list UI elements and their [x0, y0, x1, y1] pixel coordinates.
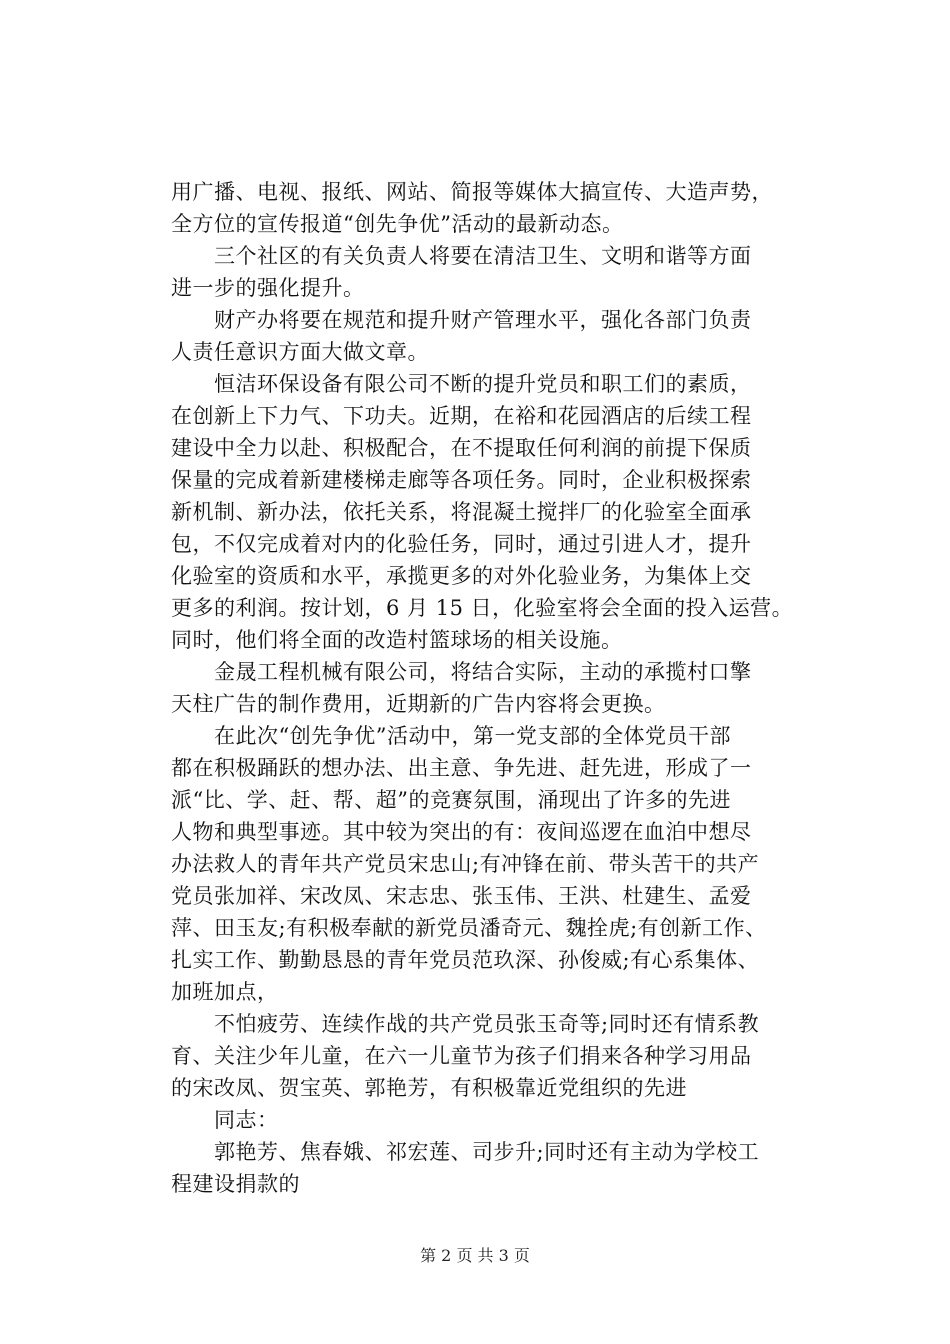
- text-line: 包，不仅完成着对内的化验任务，同时，通过引进人才，提升: [171, 532, 752, 556]
- text-line: 财产办将要在规范和提升财产管理水平，强化各部门负责: [171, 308, 752, 332]
- text-line: 人责任意识方面大做文章。: [171, 340, 429, 364]
- text-line: 在创新上下力气、下功夫。近期，在裕和花园酒店的后续工程: [171, 404, 752, 428]
- text-line: 化验室的资质和水平，承揽更多的对外化验业务，为集体上交: [171, 564, 752, 588]
- page-footer: 第 2 页 共 3 页: [420, 1246, 530, 1265]
- text-line: 同志：: [171, 1108, 279, 1132]
- text-line: 扎实工作、勤勤恳恳的青年党员范玖深、孙俊威;有心系集体、: [171, 948, 760, 972]
- text-line: 天柱广告的制作费用，近期新的广告内容将会更换。: [171, 692, 666, 716]
- text-line: 不怕疲劳、连续作战的共产党员张玉奇等;同时还有情系教: [171, 1012, 760, 1036]
- text-line: 加班加点，: [171, 980, 279, 1004]
- text-line: 同时，他们将全面的改造村篮球场的相关设施。: [171, 628, 623, 652]
- text-line: 保量的完成着新建楼梯走廊等各项任务。同时，企业积极探索: [171, 468, 752, 492]
- text-line: 新机制、新办法，依托关系，将混凝土搅拌厂的化验室全面承: [171, 500, 752, 524]
- text-line: 郭艳芳、焦春娥、祁宏莲、司步升;同时还有主动为学校工: [171, 1140, 760, 1164]
- text-line: 在此次“创先争优”活动中，第一党支部的全体党员干部: [171, 724, 731, 748]
- text-line: 用广播、电视、报纸、网站、简报等媒体大搞宣传、大造声势，: [171, 180, 773, 204]
- text-line: 派“比、学、赶、帮、超”的竞赛氛围，涌现出了许多的先进: [171, 788, 731, 812]
- text-line: 全方位的宣传报道“创先争优”活动的最新动态。: [171, 212, 624, 236]
- text-line: 办法救人的青年共产党员宋忠山;有冲锋在前、带头苦干的共产: [171, 852, 760, 876]
- text-line: 党员张加祥、宋改凤、宋志忠、张玉伟、王洪、杜建生、孟爱: [171, 884, 752, 908]
- text-line: 都在积极踊跃的想办法、出主意、争先进、赶先进，形成了一: [171, 756, 752, 780]
- text-line: 程建设捐款的: [171, 1172, 300, 1196]
- text-line: 萍、田玉友;有积极奉献的新党员潘奇元、魏拴虎;有创新工作、: [171, 916, 767, 940]
- text-line: 进一步的强化提升。: [171, 276, 365, 300]
- text-line: 人物和典型事迹。其中较为突出的有：夜间巡逻在血泊中想尽: [171, 820, 752, 844]
- text-line: 三个社区的有关负责人将要在清洁卫生、文明和谐等方面: [171, 244, 752, 268]
- document-body: [171, 176, 861, 1200]
- text-line: 金晟工程机械有限公司，将结合实际，主动的承揽村口擎: [171, 660, 752, 684]
- text-line: 恒洁环保设备有限公司不断的提升党员和职工们的素质，: [171, 372, 752, 396]
- text-line: 建设中全力以赴、积极配合，在不提取任何利润的前提下保质: [171, 436, 752, 460]
- text-line: 更多的利润。按计划，6 月 15 日，化验室将会全面的投入运营。: [171, 596, 794, 620]
- text-line: 的宋改凤、贺宝英、郭艳芳，有积极靠近党组织的先进: [171, 1076, 687, 1100]
- text-line: 育、关注少年儿童，在六一儿童节为孩子们捐来各种学习用品: [171, 1044, 752, 1068]
